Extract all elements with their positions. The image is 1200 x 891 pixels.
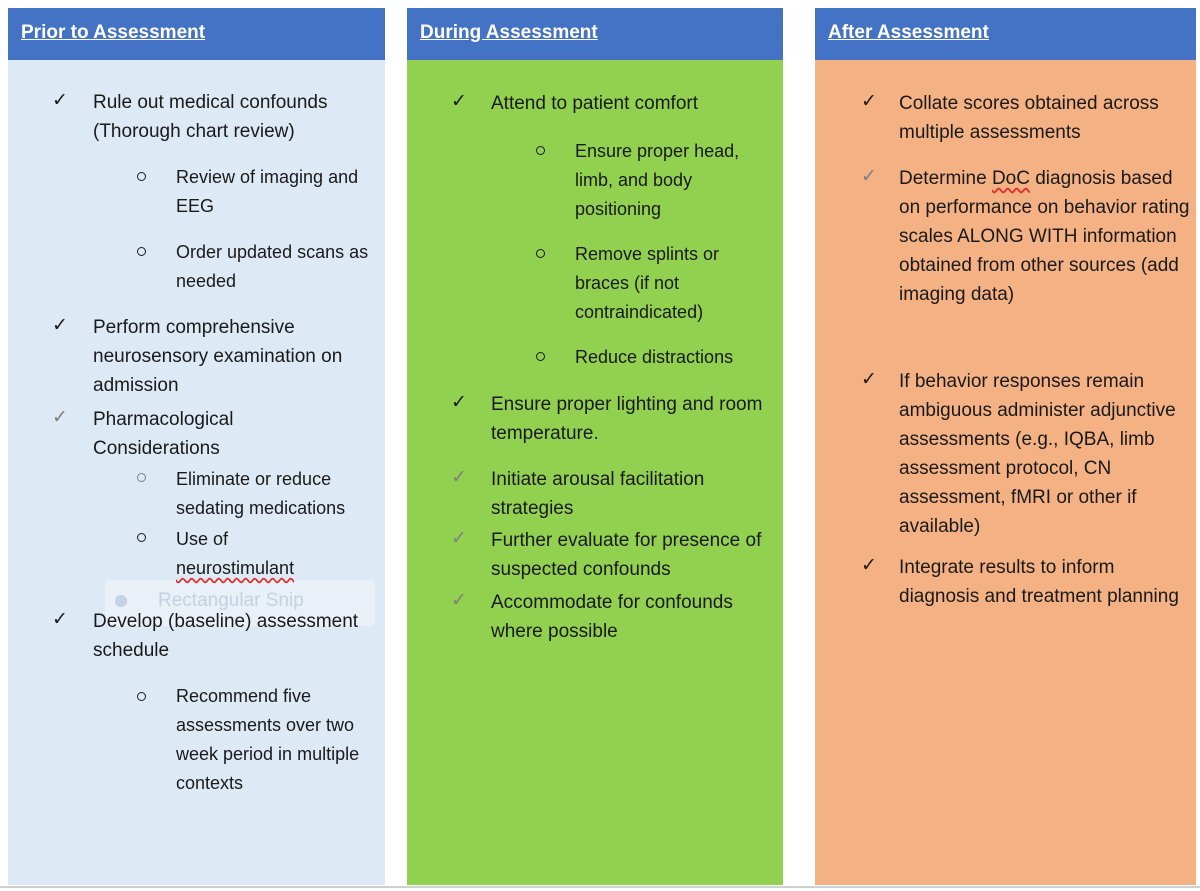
check-icon: ✓ [451, 590, 467, 611]
list-item: Perform comprehensive neurosensory examination on admission [93, 317, 343, 396]
column-after-assessment [815, 8, 1196, 885]
circle-bullet-icon [536, 352, 545, 361]
list-item: Initiate arousal facilitation strategies [491, 469, 705, 519]
column-prior-to-assessment [8, 8, 385, 885]
sub-list-item: Review of imaging and EEG [176, 167, 359, 216]
circle-bullet-icon [536, 146, 545, 155]
list-item: Further evaluate for presence of suspected confounds [491, 530, 762, 580]
check-icon: ✓ [52, 407, 68, 428]
circle-bullet-icon [137, 533, 146, 542]
list-item: Ensure proper lighting and room temperature. [491, 394, 763, 444]
record-icon [115, 595, 127, 607]
sub-list-item: Reduce distractions [575, 347, 734, 367]
check-icon: ✓ [451, 528, 467, 549]
list-item: Develop (baseline) assessment schedule [93, 611, 359, 661]
circle-bullet-icon [137, 692, 146, 701]
list-item: Attend to patient comfort [491, 93, 699, 114]
list-item: Accommodate for confounds where possible [491, 592, 733, 642]
circle-bullet-icon [137, 473, 146, 482]
divider [0, 886, 1200, 888]
column-title: During Assessment [407, 8, 783, 60]
check-icon: ✓ [451, 91, 467, 112]
sub-list-item: Use of neurostimulant [176, 529, 295, 578]
list-item: Determine DoC diagnosis based on performance on behavior rating scales ALONG WITH information obtained from other sources (add imaging data) [899, 168, 1190, 305]
sub-list-item: Remove splints or braces (if not contraindicated) [575, 244, 720, 322]
column-body [815, 60, 1196, 885]
column-body [8, 60, 385, 885]
list-item: Rule out medical confounds (Thorough chart review) [93, 92, 328, 142]
sub-list-item: Eliminate or reduce sedating medications [176, 469, 346, 518]
column-body [407, 60, 783, 885]
list-item: If behavior responses remain ambiguous administer adjunctive assessments (e.g., IQBA, limb assessment protocol, CN assessment, fMRI or other if available) [899, 371, 1176, 537]
sub-list-item: Ensure proper head, limb, and body positioning [575, 141, 740, 219]
circle-bullet-icon [536, 249, 545, 258]
check-icon: ✓ [861, 555, 877, 576]
circle-bullet-icon [137, 172, 146, 181]
sub-list-item: Order updated scans as needed [176, 242, 369, 291]
check-icon: ✓ [52, 315, 68, 336]
check-icon: ✓ [52, 90, 68, 111]
list-item: Collate scores obtained across multiple assessments [899, 93, 1159, 143]
check-icon: ✓ [451, 392, 467, 413]
column-during-assessment [407, 8, 783, 885]
column-title: After Assessment [815, 8, 1196, 60]
list-item: Integrate results to inform diagnosis and treatment planning [899, 557, 1179, 607]
check-icon: ✓ [861, 369, 877, 390]
check-icon: ✓ [52, 609, 68, 630]
circle-bullet-icon [137, 247, 146, 256]
column-title: Prior to Assessment [8, 8, 385, 60]
snip-label: Rectangular Snip [158, 590, 304, 611]
check-icon: ✓ [451, 467, 467, 488]
check-icon: ✓ [861, 166, 877, 187]
list-item: Pharmacological Considerations [93, 409, 234, 459]
check-icon: ✓ [861, 91, 877, 112]
sub-list-item: Recommend five assessments over two week period in multiple contexts [176, 686, 360, 793]
